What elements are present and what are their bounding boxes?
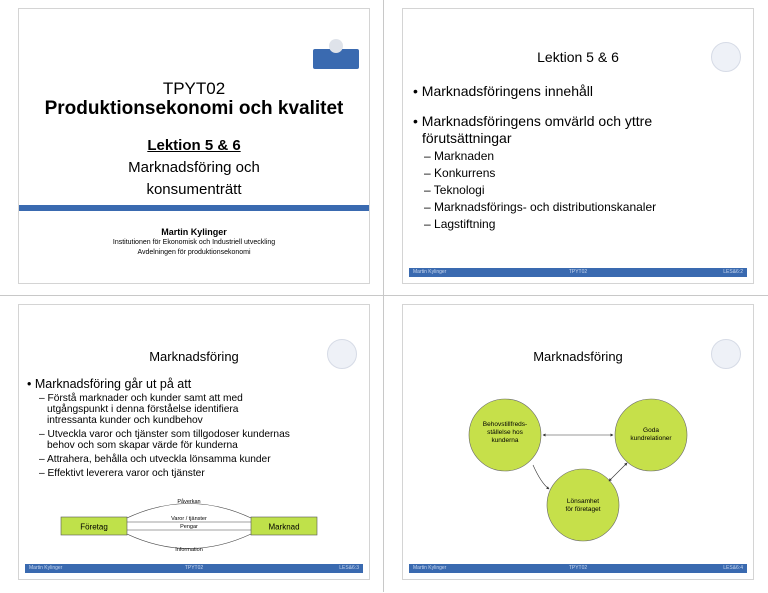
company-label: Företag	[80, 522, 108, 532]
sub-bullet-text: utgångspunkt i denna förståelse identifiera	[47, 404, 239, 415]
bullet-1-text: Marknadsföring går ut på att	[34, 377, 192, 391]
university-seal-icon	[327, 339, 357, 369]
bullet-2-text: Marknadsföringens omvärld och yttre	[421, 113, 653, 129]
slide-title: Lektion 5 & 6	[537, 49, 619, 65]
institution-line: Institutionen för Ekonomisk och Industriell utveckling	[112, 239, 276, 246]
arrow-needs-profit	[533, 465, 549, 489]
slide-3[interactable]	[0, 296, 384, 592]
exchange-diagram	[59, 491, 339, 559]
sub-bullet: – Lagstiftning	[424, 217, 496, 231]
footer-author: Martin Kylinger	[413, 565, 447, 571]
sub-bullet-text: Lagstiftning	[434, 217, 496, 231]
sub-bullet-text: behov och som skapar värde för kunderna	[47, 440, 238, 451]
divider-bar	[19, 205, 369, 211]
slide-4-frame	[402, 304, 754, 580]
sub-bullet-text: Effektivt leverera varor och tjänster	[47, 468, 205, 479]
course-code: TPYT02	[162, 79, 226, 98]
circle-profitability	[547, 469, 619, 541]
university-seal-icon	[711, 42, 741, 72]
arrow-relations-profit	[609, 463, 627, 481]
logo-crest-icon	[329, 39, 343, 53]
sub-bullet: – Attrahera, behålla och utveckla lönsamma kunder	[39, 454, 271, 465]
slide-2-frame	[402, 8, 754, 284]
division-line: Avdelningen för produktionsekonomi	[137, 249, 251, 256]
bullet-1	[27, 377, 191, 391]
author-name: Martin Kylinger	[161, 227, 227, 237]
bullet-1	[413, 83, 593, 99]
flow-label-influence: Påverkan	[177, 499, 201, 505]
sub-bullet-text: intressanta kunder och kundbehov	[47, 415, 203, 426]
lecture-title: Lektion 5 & 6	[147, 137, 241, 154]
sub-bullet: – Effektivt leverera varor och tjänster	[39, 468, 205, 479]
slide-1[interactable]	[0, 0, 384, 296]
slide-title: Marknadsföring	[533, 349, 623, 364]
topic-line-2: konsumenträtt	[146, 181, 242, 198]
flow-label-money: Pengar	[180, 524, 198, 530]
footer-course: TPYT02	[184, 565, 204, 571]
circle-relations-text: kundrelationer	[630, 435, 672, 442]
circle-profit-text: för företaget	[565, 506, 601, 513]
sub-bullet: – Marknadsförings- och distributionskanaler	[424, 200, 657, 214]
circle-needs-text: ställelse hos	[487, 429, 523, 436]
sub-bullet-text: Marknadsförings- och distributionskanaler	[434, 200, 657, 214]
bullet-2-continuation: förutsättningar	[422, 130, 512, 146]
footer-author: Martin Kylinger	[29, 565, 63, 571]
sub-bullet-text: Marknaden	[434, 149, 495, 163]
slide-2[interactable]	[384, 0, 768, 296]
sub-bullet: – Utveckla varor och tjänster som tillgodoser kundernas behov och som skapar värde för kunderna	[39, 429, 290, 451]
flow-label-goods: Varor / tjänster	[171, 516, 207, 522]
circle-needs-text: kunderna	[491, 437, 519, 444]
footer-page: LES&6:2	[723, 269, 743, 275]
slide-4[interactable]	[384, 296, 768, 592]
topic-line-1: Marknadsföring och	[128, 159, 260, 176]
slide-title: Marknadsföring	[149, 349, 239, 364]
course-title: Produktionsekonomi och kvalitet	[44, 98, 344, 119]
relationship-diagram	[463, 385, 703, 545]
university-seal-icon	[711, 339, 741, 369]
bullet-dot: •	[27, 377, 35, 391]
sub-bullet: – Teknologi	[424, 183, 485, 197]
university-logo	[313, 49, 359, 69]
footer-course: TPYT02	[568, 269, 588, 275]
slide-footer	[25, 564, 363, 573]
sub-bullet-text: Attrahera, behålla och utveckla lönsamma kunder	[46, 454, 271, 465]
sub-bullet-text: Utveckla varor och tjänster som tillgodoser kundernas	[47, 429, 290, 440]
bullet-1-text: Marknadsföringens innehåll	[421, 83, 594, 99]
slide-footer	[409, 564, 747, 573]
footer-page: LES&6:3	[339, 565, 359, 571]
market-label: Marknad	[268, 522, 300, 532]
sub-bullet-text: Konkurrens	[434, 166, 496, 180]
slide-1-frame	[18, 8, 370, 284]
bullet-2	[413, 113, 652, 129]
slide-3-frame	[18, 304, 370, 580]
bullet-dot: •	[413, 113, 422, 129]
sub-bullet: – Marknaden	[424, 149, 495, 163]
bullet-dot: •	[413, 83, 422, 99]
footer-author: Martin Kylinger	[413, 269, 447, 275]
footer-course: TPYT02	[568, 565, 588, 571]
sub-bullet: – Konkurrens	[424, 166, 496, 180]
flow-label-information: Information	[175, 547, 203, 553]
sub-bullet-text: Förstå marknader och kunder samt att med	[47, 393, 243, 404]
circle-relations-text: Goda	[643, 427, 659, 434]
circle-needs-text: Behovstillfreds-	[482, 421, 528, 428]
sub-bullet: – Förstå marknader och kunder samt att med utgångspunkt i denna förståelse identifiera intressanta kunder och kundbehov	[39, 393, 243, 426]
footer-page: LES&6:4	[723, 565, 743, 571]
circle-profit-text: Lönsamhet	[566, 498, 600, 505]
sub-bullet-text: Teknologi	[433, 183, 485, 197]
slide-footer	[409, 268, 747, 277]
